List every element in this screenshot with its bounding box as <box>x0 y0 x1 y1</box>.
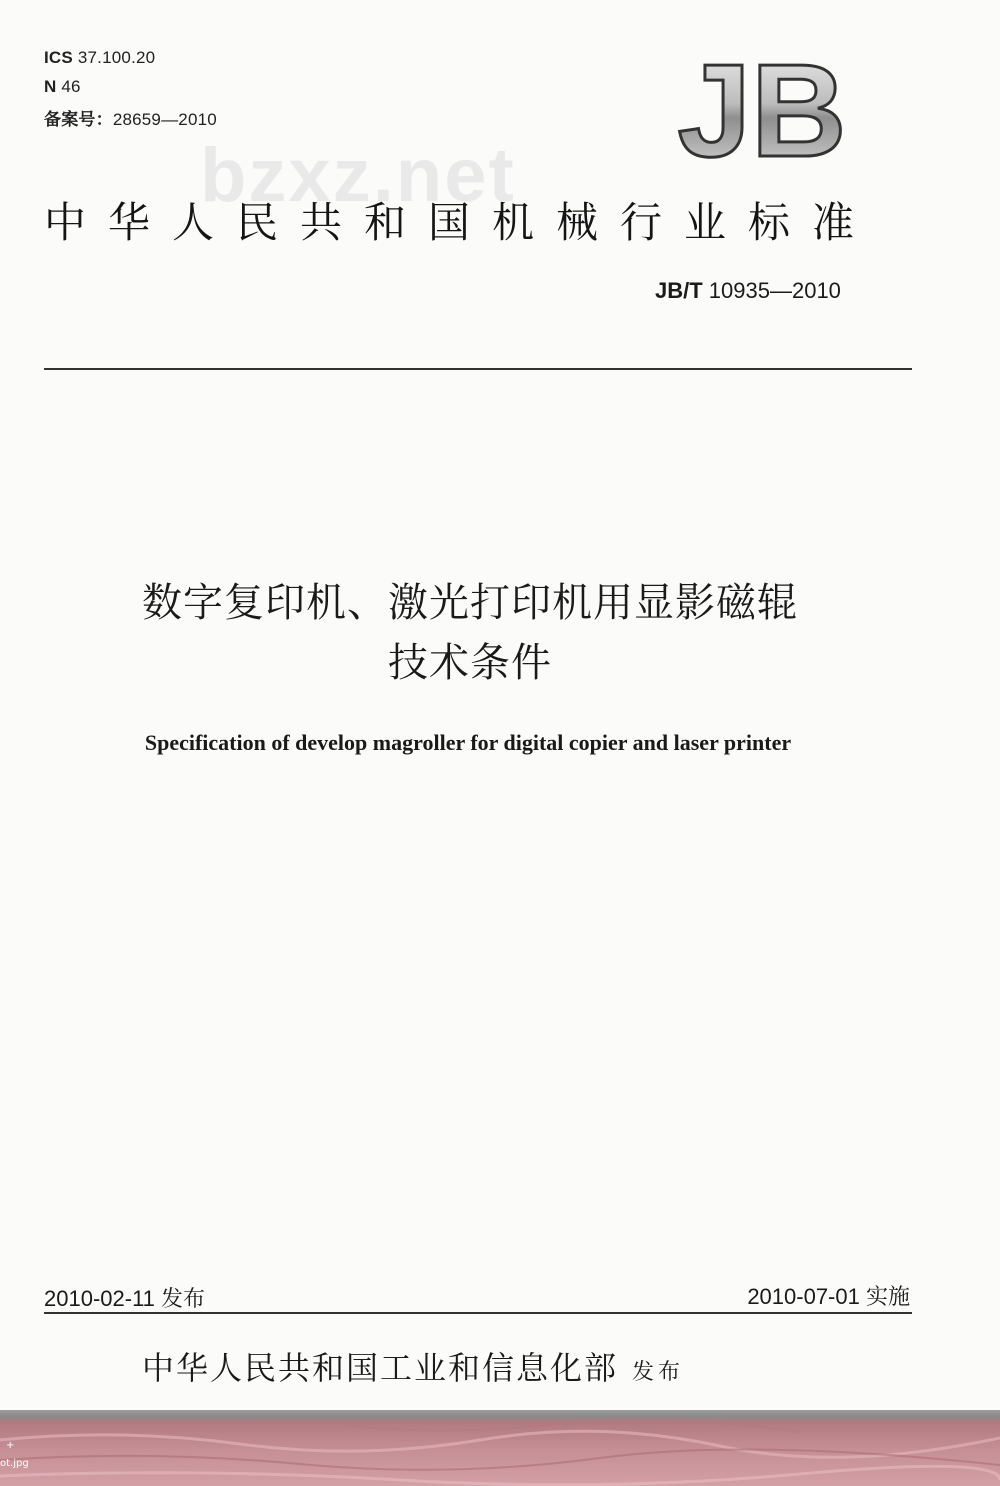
publisher-name: 中华人民共和国工业和信息化部 <box>142 1349 619 1387</box>
implement-date-label: 实施 <box>865 1284 910 1309</box>
desktop-background-strip <box>0 1410 1000 1486</box>
standard-code-number: 10935—2010 <box>702 278 841 303</box>
standard-title: 中华人民共和国机械行业标准 <box>44 198 877 247</box>
classification-code <box>44 77 81 97</box>
top-divider <box>44 368 912 370</box>
implement-date-value: 2010-07-01 <box>747 1284 860 1309</box>
document-title-cn-line2: 技术条件 <box>388 640 552 686</box>
bottom-divider <box>44 1312 912 1314</box>
issue-date <box>44 1282 205 1313</box>
standard-code-prefix: JB/T <box>655 278 703 303</box>
publisher <box>142 1343 684 1389</box>
ics-prefix: ICS <box>44 48 73 67</box>
implement-date <box>747 1280 910 1311</box>
document-title-cn <box>0 573 940 693</box>
registration-number <box>44 105 217 130</box>
document-title-en: Specification of develop magroller for digital copier and laser printer <box>144 730 792 755</box>
issue-date-value: 2010-02-11 <box>44 1286 155 1311</box>
desktop-icon-mark: + <box>6 1440 15 1451</box>
jb-logo <box>662 48 862 168</box>
standard-code <box>655 278 841 304</box>
registration-label: 备案号： <box>44 110 113 129</box>
logo-letters: JB <box>677 48 847 168</box>
publisher-suffix: 发布 <box>632 1360 685 1385</box>
classification-prefix: N <box>44 77 57 96</box>
registration-code: 28659—2010 <box>112 110 217 129</box>
issue-date-label: 发布 <box>161 1286 206 1311</box>
classification-number: 46 <box>56 77 81 96</box>
ics-code <box>44 48 155 68</box>
document-title-cn-line1: 数字复印机、激光打印机用显影磁辊 <box>142 580 798 626</box>
ics-number: 37.100.20 <box>72 48 156 67</box>
sand-texture <box>0 1410 1000 1486</box>
watermark: bzxz.net <box>200 133 516 218</box>
desktop-file-label[interactable]: ot.jpg <box>0 1458 29 1469</box>
